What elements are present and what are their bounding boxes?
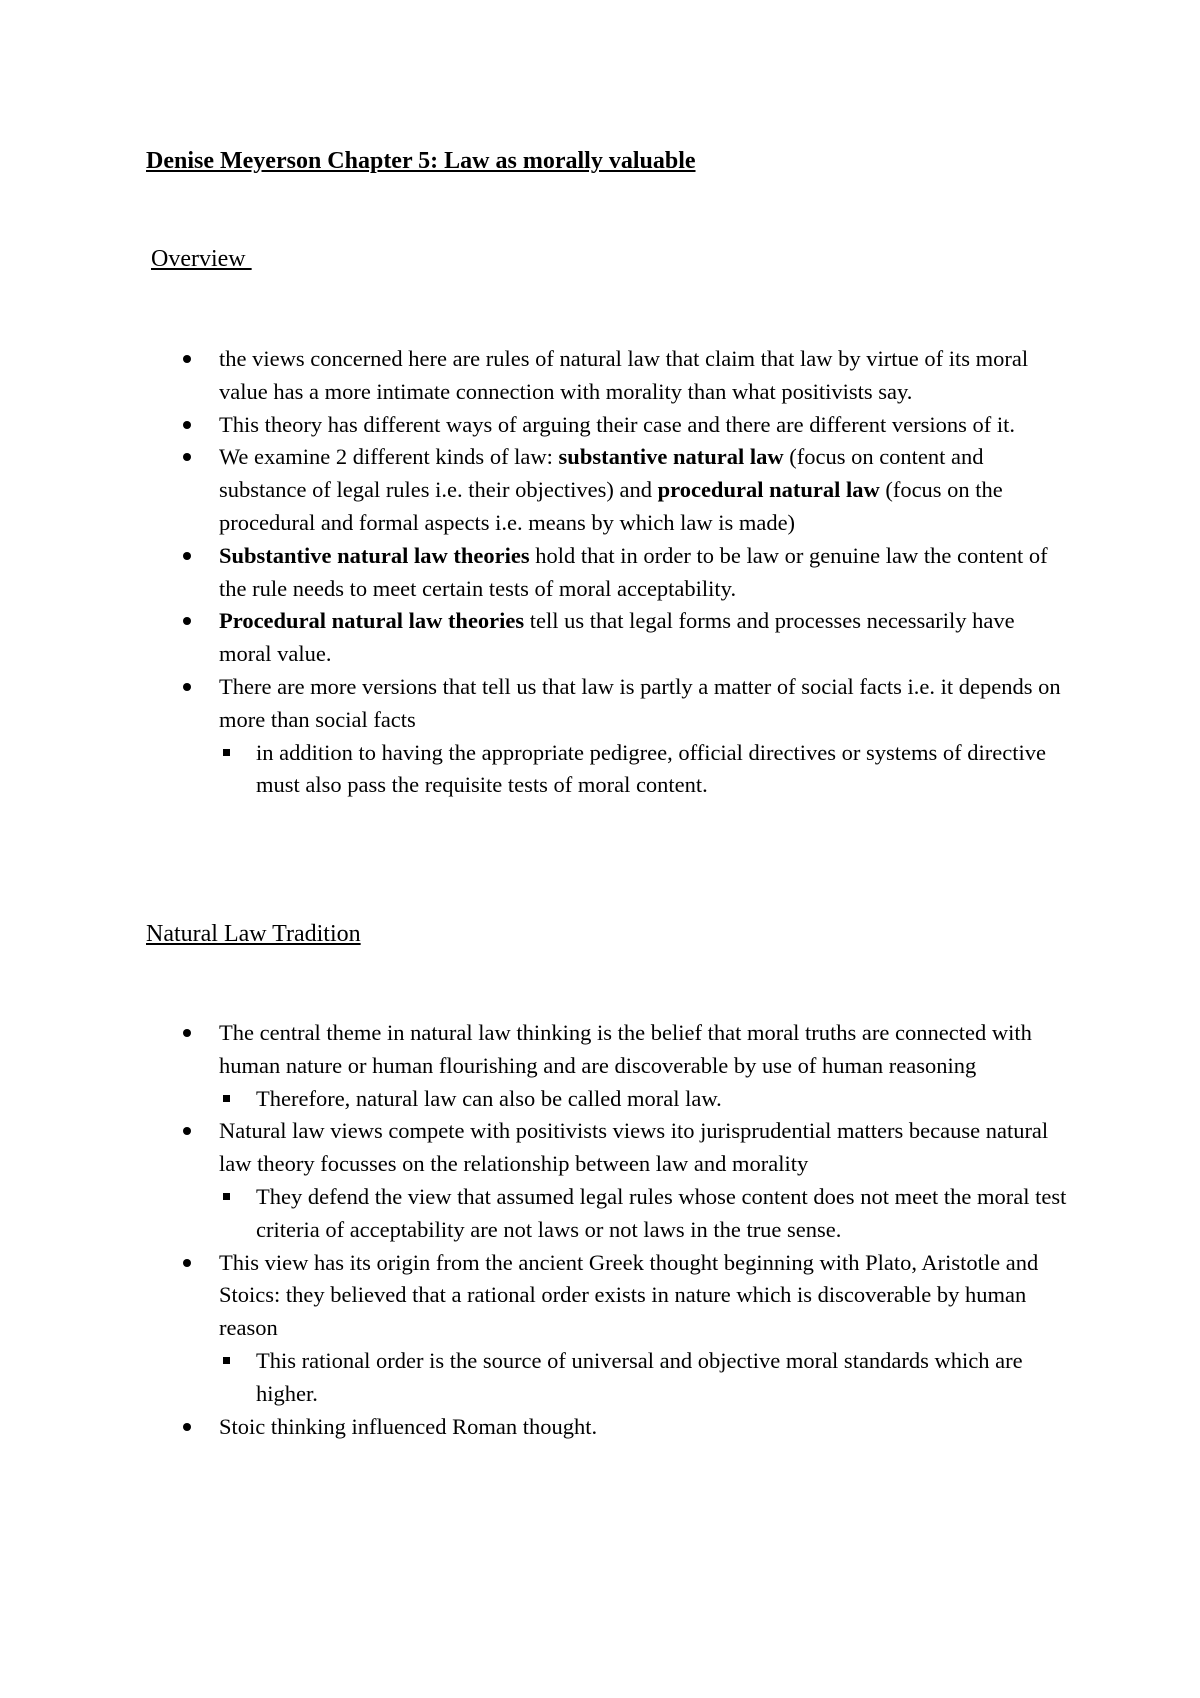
- sub-list-item: [219, 737, 1069, 803]
- list-item-text: There are more versions that tell us that law is partly a matter of social facts i.e. it depends on more than social facts: [219, 673, 1061, 732]
- list-item: [0, 540, 1069, 606]
- list-item: [0, 605, 1069, 671]
- list-item-text: the views concerned here are rules of natural law that claim that law by virtue of its moral value has a more intimate connection with morality than what positivists say.: [219, 346, 1029, 404]
- sub-list: [219, 1181, 1069, 1247]
- list-item-text: We examine 2 different kinds of law:: [219, 444, 559, 470]
- list-item: [0, 1115, 1069, 1246]
- term-substantive-theories: Substantive natural law theories: [219, 542, 530, 568]
- list-item: [0, 1247, 1069, 1411]
- sub-list: [219, 737, 1069, 803]
- overview-heading: Overview: [151, 246, 252, 272]
- list-item-text: tell us that legal forms and processes necessarily have moral value.: [219, 608, 1015, 667]
- term-substantive-natural-law: substantive natural law: [558, 444, 784, 470]
- sub-list-item-text: in addition to having the appropriate pedigree, official directives or systems of directive must also pass the requisite tests of moral content.: [256, 739, 1046, 798]
- list-item-text: This theory has different ways of arguing their case and there are different versions of it.: [219, 411, 1015, 437]
- sub-list-item: [219, 1345, 1069, 1411]
- sub-list: [219, 1345, 1069, 1411]
- bullet-icon: [183, 1259, 191, 1267]
- bullet-icon: [183, 1423, 191, 1431]
- sub-list-item-text: This rational order is the source of universal and objective moral standards which are higher.: [256, 1347, 1023, 1406]
- list-item: [0, 1017, 1069, 1115]
- bullet-icon: [183, 552, 191, 560]
- list-item-text: The central theme in natural law thinking is the belief that moral truths are connected with human nature or human flourishing and are discoverable by use of human reasoning: [219, 1020, 1032, 1078]
- bullet-icon: [183, 617, 191, 625]
- sub-list: [219, 1083, 1069, 1116]
- term-procedural-natural-law: procedural natural law: [657, 477, 880, 503]
- sub-list-item-text: Therefore, natural law can also be called moral law.: [256, 1085, 722, 1111]
- list-item-text: Natural law views compete with positivists views ito jurisprudential matters because natural law theory focusses on the relationship between law and morality: [219, 1118, 1049, 1177]
- list-item: [0, 441, 1069, 539]
- list-item: [0, 671, 1069, 802]
- square-bullet-icon: [223, 749, 230, 756]
- term-procedural-theories: Procedural natural law theories: [219, 608, 525, 634]
- sub-list-item: [219, 1083, 1069, 1116]
- square-bullet-icon: [223, 1357, 230, 1364]
- square-bullet-icon: [223, 1095, 230, 1102]
- bullet-icon: [183, 453, 191, 461]
- list-item: [0, 409, 1069, 442]
- natural-law-tradition-heading: Natural Law Tradition: [146, 921, 361, 947]
- list-item-text: This view has its origin from the ancient Greek thought beginning with Plato, Aristotle and Stoics: they believed that a rational order exists in nature which is discoverable by human reason: [219, 1249, 1039, 1341]
- list-item-text: hold that in order to be law or genuine law the content of the rule needs to meet certain tests of moral acceptability.: [219, 542, 1048, 601]
- overview-list: [0, 343, 1200, 802]
- bullet-icon: [183, 683, 191, 691]
- bullet-icon: [183, 421, 191, 429]
- list-item: [0, 1411, 1069, 1444]
- list-item-text: Stoic thinking influenced Roman thought.: [219, 1413, 598, 1439]
- list-item-text: (focus on the procedural and formal aspects i.e. means by which law is made): [219, 477, 1003, 535]
- sub-list-item: [219, 1181, 1069, 1247]
- square-bullet-icon: [223, 1193, 230, 1200]
- bullet-icon: [183, 1127, 191, 1135]
- natural-law-tradition-list: [0, 1017, 1200, 1443]
- bullet-icon: [183, 355, 191, 363]
- bullet-icon: [183, 1029, 191, 1037]
- document-title: Denise Meyerson Chapter 5: Law as morally valuable: [146, 148, 696, 174]
- list-item-text: (focus on content and substance of legal rules i.e. their objectives) and: [219, 444, 984, 503]
- sub-list-item-text: They defend the view that assumed legal rules whose content does not meet the moral test criteria of acceptability are not laws or not laws in the true sense.: [256, 1183, 1067, 1242]
- list-item: [0, 343, 1069, 409]
